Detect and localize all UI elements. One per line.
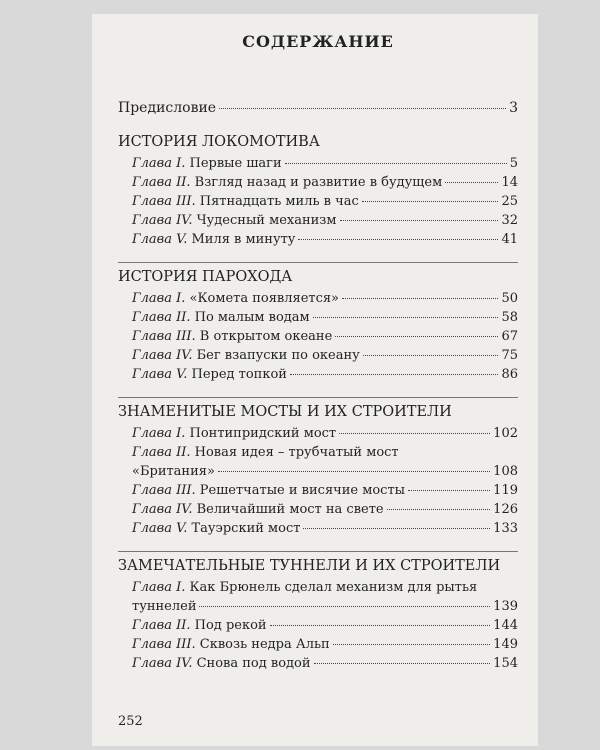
chapter-title: Величайший мост на свете [196,502,384,517]
toc-chapter-line [118,443,518,462]
chapter-title: В открытом океане [199,329,333,344]
toc-chapter [118,462,518,481]
chapter-number: Глава IV. [132,656,193,671]
page-number: 252 [118,714,143,729]
chapter-title-cont: туннелей [132,599,197,614]
toc-chapter-line [118,578,518,597]
toc-chapter [118,424,518,443]
toc-chapter [118,192,518,211]
chapter-title: Пятнадцать миль в час [199,194,359,209]
leader-dots [313,317,499,318]
leader-dots [218,471,490,472]
leader-dots [270,625,491,626]
chapter-title: Снова под водой [196,656,311,671]
chapter-title-cont: «Британия» [132,464,215,479]
chapter-page: 133 [493,521,518,536]
leader-dots [363,355,499,356]
toc-chapter [118,346,518,365]
chapter-number: Глава IV. [132,348,193,363]
chapter-title: Бег взапуски по океану [196,348,360,363]
chapter-number: Глава IV. [132,502,193,517]
chapter-page: 41 [501,232,518,247]
table-of-contents [118,32,518,673]
chapter-number: Глава I. [132,291,186,306]
chapter-page: 5 [509,156,518,171]
chapter-number: Глава II. [132,175,191,190]
chapter-page: 32 [501,213,518,228]
chapter-number: Глава III. [132,329,196,344]
toc-chapter [118,173,518,192]
chapter-page: 86 [501,367,518,382]
leader-dots [290,374,498,375]
chapter-page: 149 [493,637,518,652]
toc-chapter [118,308,518,327]
chapter-page: 126 [493,502,518,517]
chapter-number: Глава IV. [132,213,193,228]
leader-dots [387,509,491,510]
chapter-page: 75 [501,348,518,363]
chapter-number: Глава II. [132,445,191,460]
chapter-number: Глава II. [132,310,191,325]
leader-dots [285,163,507,164]
chapter-page: 102 [493,426,518,441]
chapter-page: 119 [493,483,518,498]
toc-preface [118,99,518,118]
leader-dots [335,336,498,337]
chapter-number: Глава I. [132,426,186,441]
chapter-title: Первые шаги [189,156,282,171]
toc-chapter [118,327,518,346]
chapter-page: 67 [501,329,518,344]
chapter-page: 14 [501,175,518,190]
chapter-title: Миля в минуту [191,232,296,247]
leader-dots [445,182,498,183]
chapter-number: Глава I. [132,156,186,171]
leader-dots [408,490,490,491]
chapter-number: Глава V. [132,232,188,247]
leader-dots [362,201,499,202]
chapter-title: Чудесный механизм [196,213,337,228]
leader-dots [219,108,506,109]
chapter-title: Перед топкой [191,367,287,382]
section-title: ИСТОРИЯ ПАРОХОДА [118,262,518,285]
toc-chapter [118,230,518,249]
chapter-title: «Комета появляется» [189,291,340,306]
chapter-title: Новая идея – трубчатый мост [194,445,399,460]
chapter-title: Тауэрский мост [191,521,301,536]
leader-dots [199,606,490,607]
leader-dots [314,663,491,664]
chapter-page: 108 [493,464,518,479]
toc-chapter [118,481,518,500]
toc-chapter [118,365,518,384]
chapter-number: Глава III. [132,637,196,652]
chapter-number: Глава V. [132,521,188,536]
chapter-number: Глава II. [132,618,191,633]
leader-dots [340,220,499,221]
leader-dots [303,528,490,529]
leader-dots [298,239,498,240]
chapter-page: 25 [501,194,518,209]
toc-chapter [118,635,518,654]
chapter-title: Под рекой [194,618,267,633]
chapter-page: 58 [501,310,518,325]
preface-label: Предисловие [118,100,217,116]
chapter-number: Глава III. [132,483,196,498]
chapter-page: 154 [493,656,518,671]
toc-chapter [118,211,518,230]
leader-dots [342,298,498,299]
toc-chapter [118,500,518,519]
chapter-title: Взгляд назад и развитие в будущем [194,175,443,190]
leader-dots [333,644,490,645]
section-title: ЗАМЕЧАТЕЛЬНЫЕ ТУННЕЛИ И ИХ СТРОИТЕЛИ [118,551,518,574]
chapter-title: Понтипридский мост [189,426,337,441]
toc-chapter [118,154,518,173]
chapter-title: По малым водам [194,310,310,325]
chapter-title: Сквозь недра Альп [199,637,330,652]
chapter-title: Как Брюнель сделал механизм для рытья [189,580,478,595]
preface-page: 3 [509,100,518,116]
toc-chapter [118,519,518,538]
chapter-page: 144 [493,618,518,633]
leader-dots [339,433,490,434]
chapter-number: Глава I. [132,580,186,595]
section-title: ЗНАМЕНИТЫЕ МОСТЫ И ИХ СТРОИТЕЛИ [118,397,518,420]
toc-chapter [118,616,518,635]
page-title: СОДЕРЖАНИЕ [242,32,394,51]
chapter-number: Глава III. [132,194,196,209]
chapter-page: 50 [501,291,518,306]
chapter-title: Решетчатые и висячие мосты [199,483,405,498]
section-title: ИСТОРИЯ ЛОКОМОТИВА [118,134,320,150]
toc-chapter [118,289,518,308]
toc-chapter [118,597,518,616]
chapter-number: Глава V. [132,367,188,382]
toc-chapter [118,654,518,673]
chapter-page: 139 [493,599,518,614]
